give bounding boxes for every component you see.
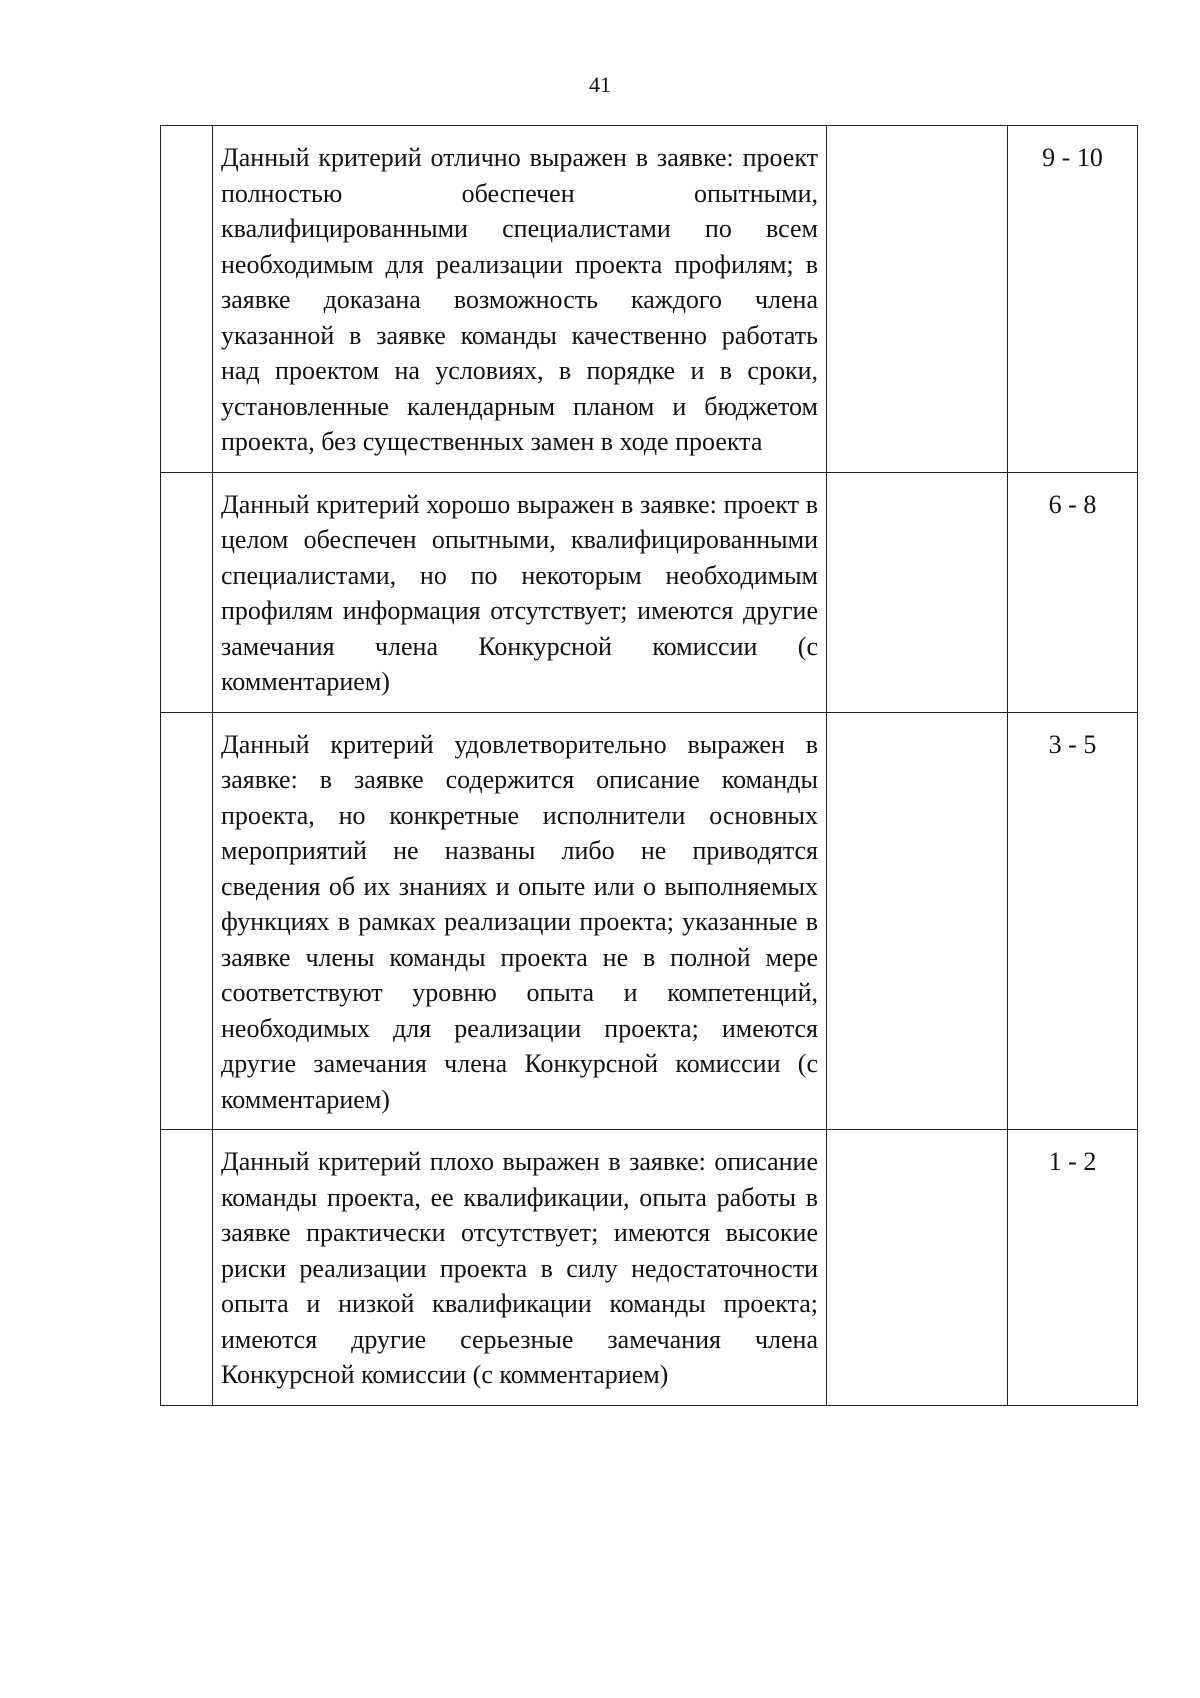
criterion-description: Данный критерий отлично выражен в заявке: проект полностью обеспечен опытными, квалифицированными специалистами по всем необходимым для реализации проекта профилям; в заявке доказана возможность каждого члена указанной в заявке команды качественно работать над проектом на условиях, в порядке и в сроки, установленные календарным планом и бюджетом проекта, без существенных замен в ходе проекта	[221, 143, 818, 456]
score-range-cell: 6 - 8	[1008, 472, 1138, 712]
mark-cell	[827, 712, 1008, 1130]
criterion-description: Данный критерий удовлетворительно выражен в заявке: в заявке содержится описание команды проекта, но конкретные исполнители основных мероприятий не названы либо не приводятся сведения об их знаниях и опыте или о выполняемых функциях в рамках реализации проекта; указанные в заявке члены команды проекта не в полной мере соответствуют уровню опыта и компетенций, необходимых для реализации проекта; имеются другие замечания члена Конкурсной комиссии (с комментарием)	[221, 729, 818, 1114]
criterion-description-cell	[213, 472, 827, 712]
table-row	[161, 126, 1138, 473]
page-number: 41	[589, 72, 611, 97]
criterion-description-cell	[213, 712, 827, 1130]
criterion-description-cell	[213, 126, 827, 473]
criterion-description: Данный критерий хорошо выражен в заявке: проект в целом обеспечен опытными, квалифицированными специалистами, но по некоторым необходимым профилям информация отсутствует; имеются другие замечания члена Конкурсной комиссии (с комментарием)	[221, 489, 818, 696]
row-left-cell	[161, 1130, 213, 1406]
mark-cell	[827, 1130, 1008, 1406]
criterion-description: Данный критерий плохо выражен в заявке: описание команды проекта, ее квалификации, опыта работы в заявке практически отсутствует; имеются высокие риски реализации проекта в силу недостаточности опыта и низкой квалификации команды проекта; имеются другие серьезные замечания члена Конкурсной комиссии (с комментарием)	[221, 1147, 818, 1389]
row-left-cell	[161, 712, 213, 1130]
criteria-table	[160, 125, 1138, 1406]
score-range-cell: 1 - 2	[1008, 1130, 1138, 1406]
criteria-table-container	[160, 125, 1112, 1406]
criterion-description-cell	[213, 1130, 827, 1406]
row-left-cell	[161, 472, 213, 712]
mark-cell	[827, 126, 1008, 473]
table-row	[161, 472, 1138, 712]
mark-cell	[827, 472, 1008, 712]
score-range-cell: 9 - 10	[1008, 126, 1138, 473]
table-row	[161, 1130, 1138, 1406]
row-left-cell	[161, 126, 213, 473]
table-row	[161, 712, 1138, 1130]
score-range-cell: 3 - 5	[1008, 712, 1138, 1130]
